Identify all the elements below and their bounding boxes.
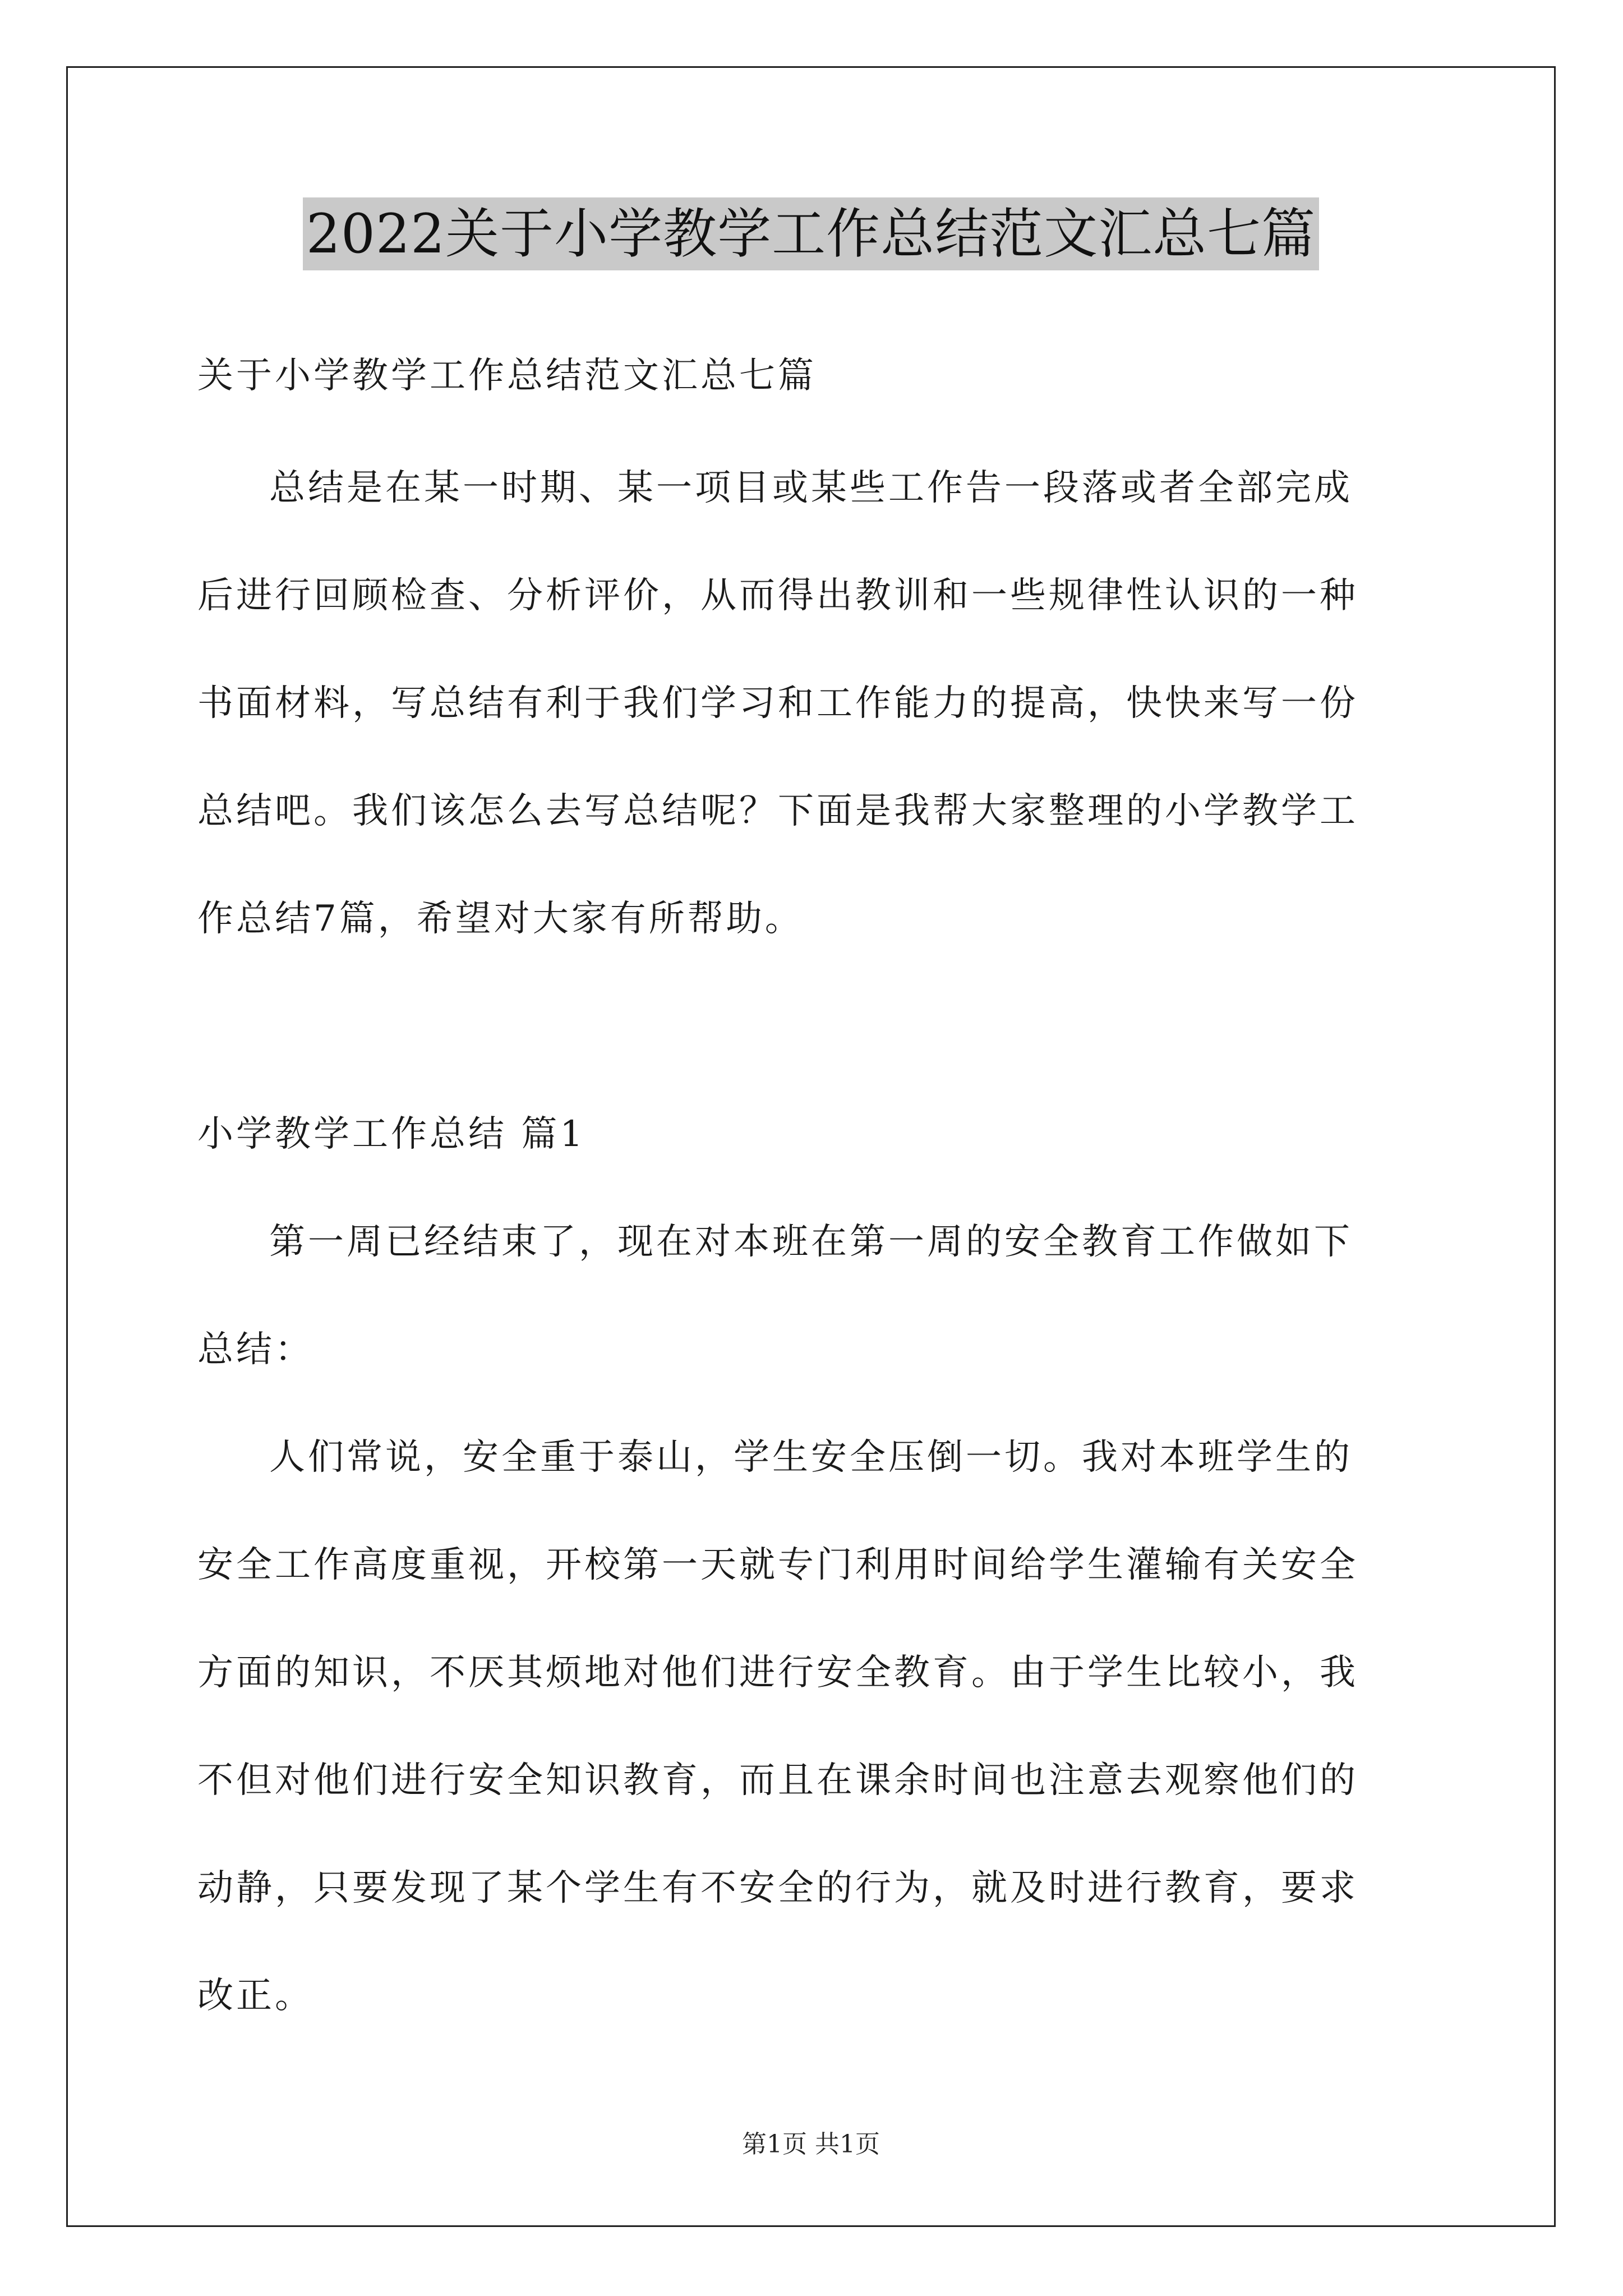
- subtitle: 关于小学教学工作总结范文汇总七篇: [197, 355, 817, 397]
- page-footer: 第1页 共1页: [742, 2130, 880, 2159]
- intro-line: 总结吧。我们该怎么去写总结呢？下面是我帮大家整理的小学教学工: [197, 790, 1358, 832]
- paragraph-line: 人们常说，安全重于泰山，学生安全压倒一切。我对本班学生的: [269, 1437, 1353, 1478]
- intro-line: 作总结7篇，希望对大家有所帮助。: [197, 898, 804, 940]
- intro-line: 总结是在某一时期、某一项目或某些工作告一段落或者全部完成: [269, 467, 1353, 509]
- intro-line: 后进行回顾检查、分析评价，从而得出教训和一些规律性认识的一种: [197, 575, 1358, 616]
- paragraph-line: 总结：: [197, 1329, 313, 1370]
- document-title: 2022关于小学教学工作总结范文汇总七篇: [303, 197, 1319, 270]
- title-container: [66, 197, 1556, 270]
- section-heading: 小学教学工作总结 篇1: [197, 1114, 586, 1155]
- paragraph-line: 改正。: [197, 1975, 313, 2017]
- paragraph-line: 动静，只要发现了某个学生有不安全的行为，就及时进行教育，要求: [197, 1867, 1358, 1909]
- paragraph-line: 第一周已经结束了，现在对本班在第一周的安全教育工作做如下: [269, 1221, 1353, 1263]
- paragraph-line: 方面的知识，不厌其烦地对他们进行安全教育。由于学生比较小，我: [197, 1652, 1358, 1694]
- paragraph-line: 安全工作高度重视，开校第一天就专门利用时间给学生灌输有关安全: [197, 1544, 1358, 1586]
- intro-line: 书面材料，写总结有利于我们学习和工作能力的提高，快快来写一份: [197, 683, 1358, 724]
- paragraph-line: 不但对他们进行安全知识教育，而且在课余时间也注意去观察他们的: [197, 1760, 1358, 1801]
